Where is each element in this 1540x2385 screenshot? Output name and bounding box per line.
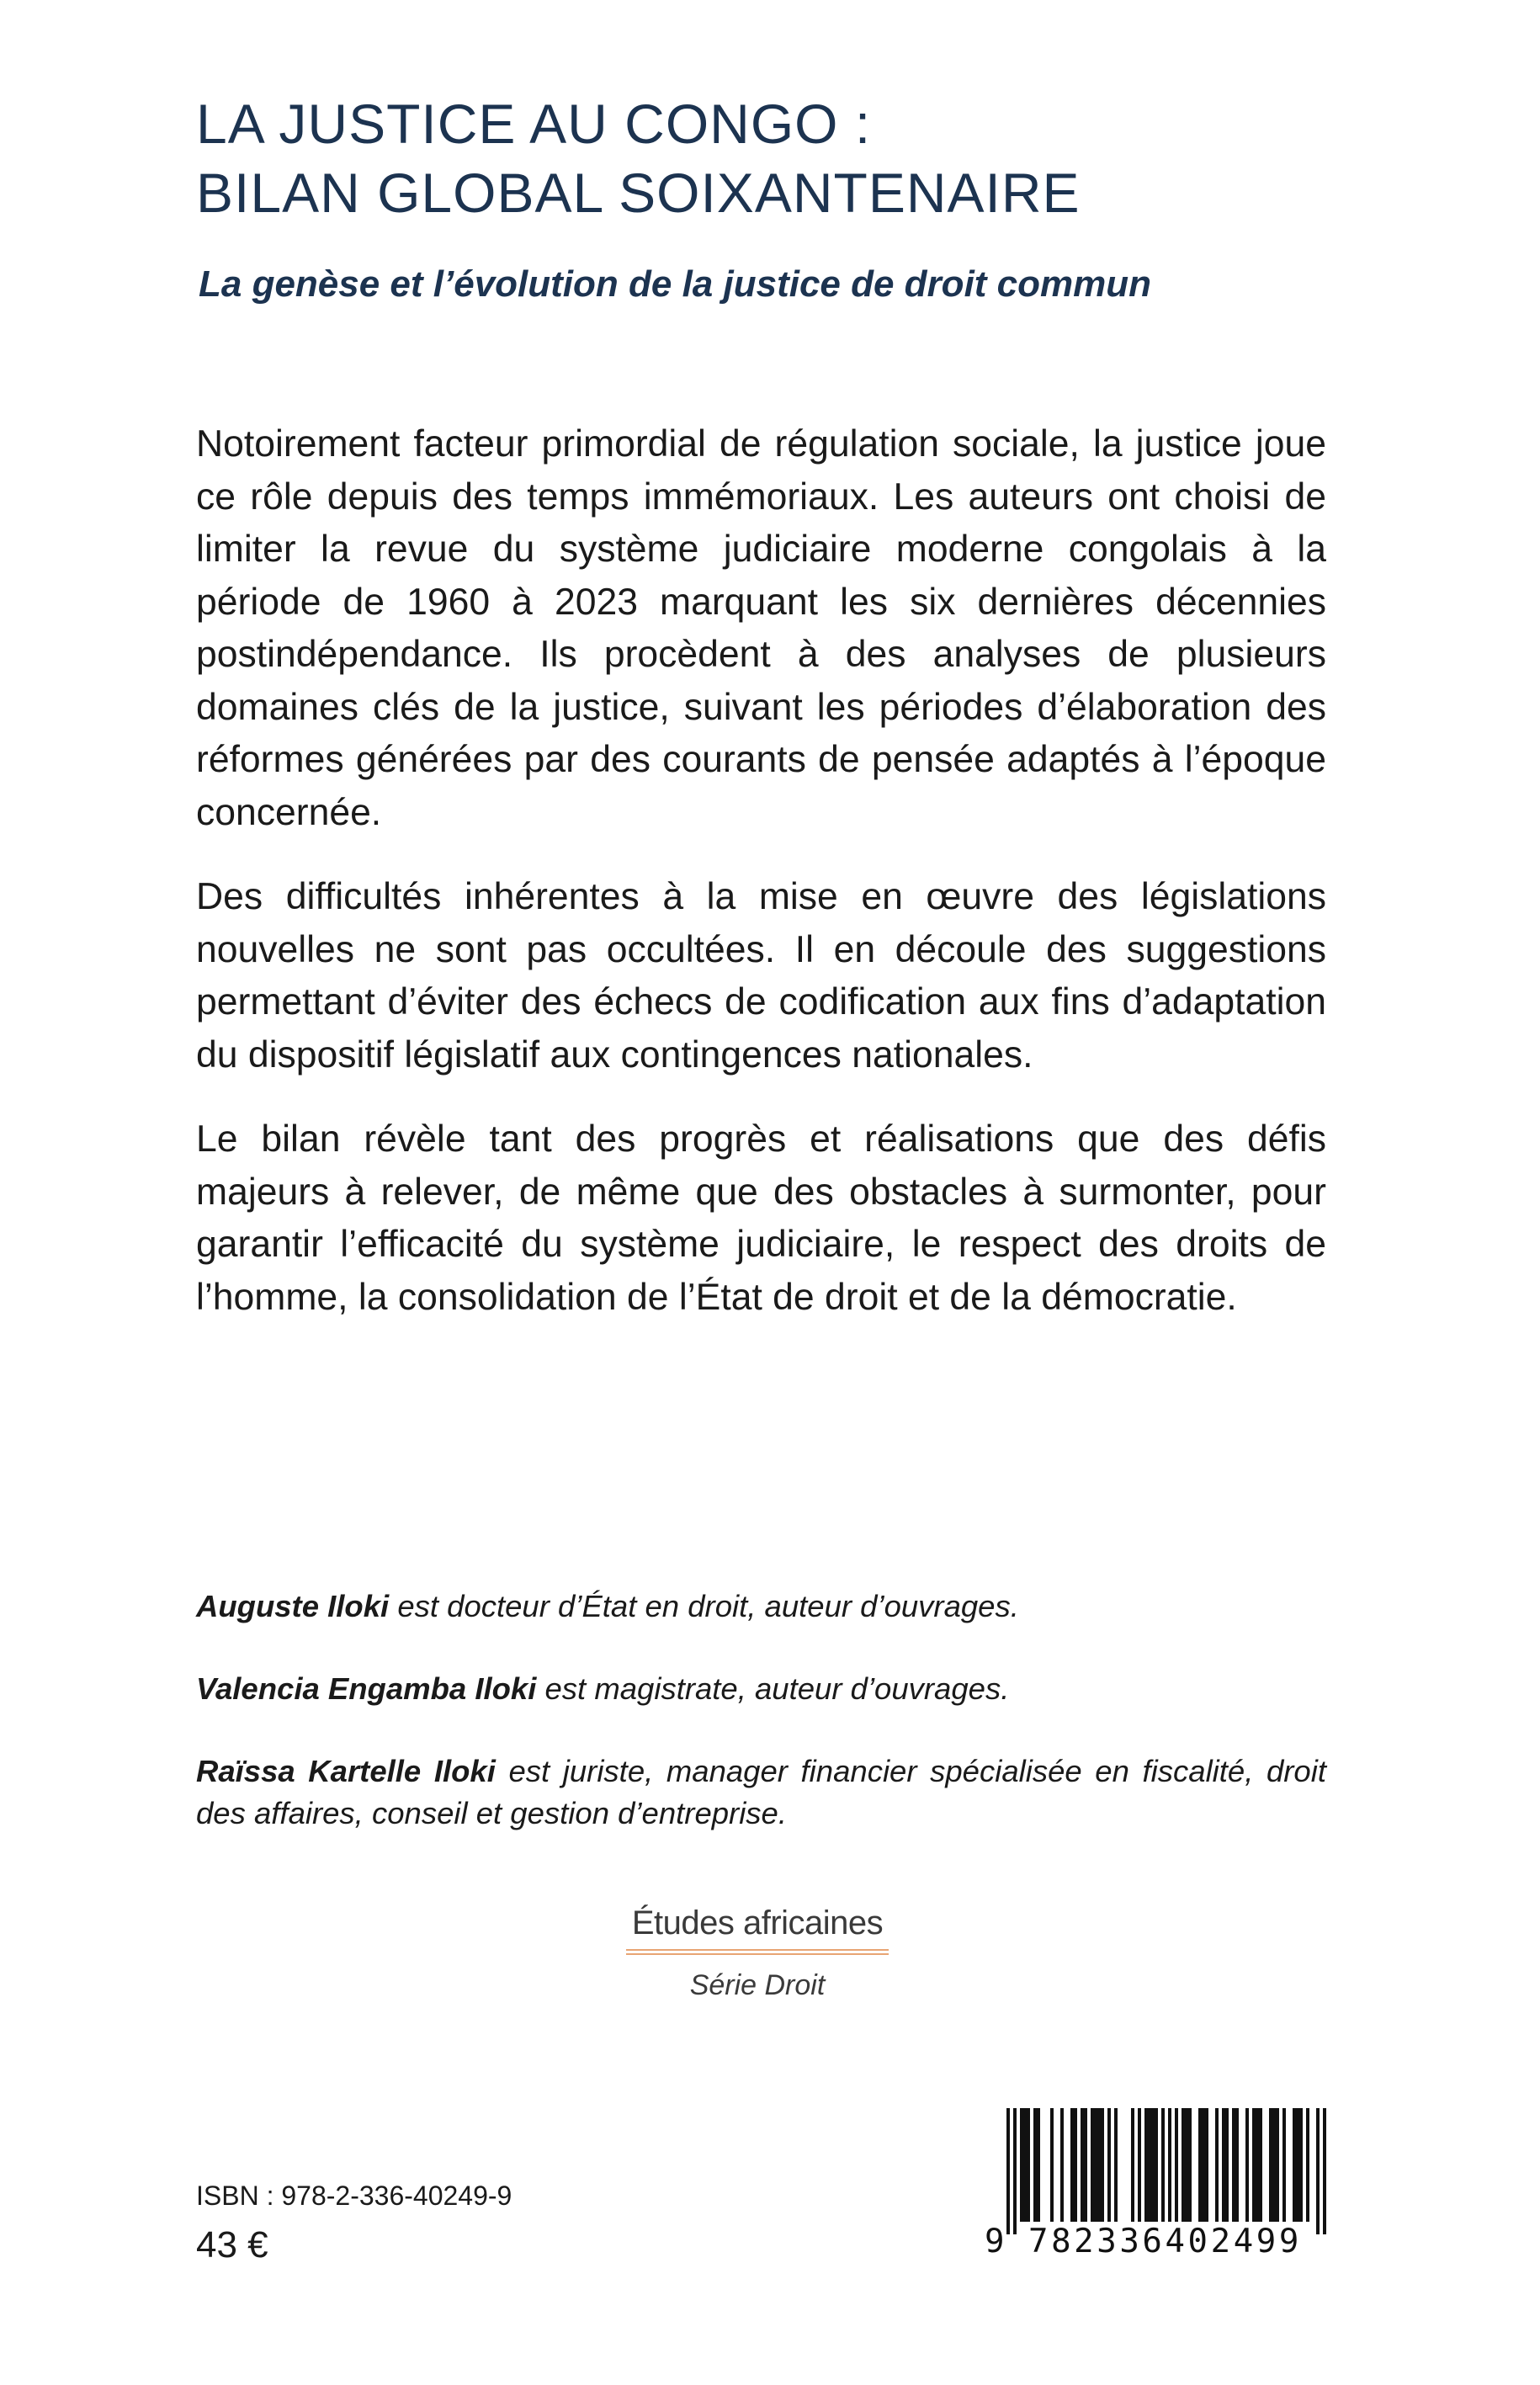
barcode-bar bbox=[1151, 2108, 1155, 2222]
barcode-number: 782336402499 bbox=[1028, 2223, 1302, 2260]
barcode-guard-bar bbox=[1161, 2108, 1165, 2234]
barcode-bar bbox=[1198, 2108, 1202, 2222]
barcode-bar bbox=[1282, 2108, 1286, 2222]
author-bio-3 bbox=[196, 1750, 1326, 1835]
book-title-line-1: LA JUSTICE AU CONGO : bbox=[196, 93, 872, 155]
author-text-3: est juriste, manager financier spécialisée en fiscalité, droit des affaires, conseil et gestion d’entreprise. bbox=[196, 1754, 1326, 1830]
barcode-bar bbox=[1259, 2108, 1262, 2222]
barcode-bar bbox=[1276, 2108, 1279, 2222]
barcode-bar bbox=[1175, 2108, 1178, 2222]
barcode-bar bbox=[1023, 2108, 1027, 2222]
barcode-bar bbox=[1027, 2108, 1030, 2222]
book-title bbox=[196, 89, 1374, 227]
barcode-first-digit: 9 bbox=[985, 2223, 1005, 2260]
barcode-bar bbox=[1202, 2108, 1205, 2222]
author-text-2: est magistrate, auteur d’ouvrages. bbox=[536, 1671, 1010, 1706]
barcode-bar bbox=[1296, 2108, 1299, 2222]
barcode-bar bbox=[1138, 2108, 1141, 2222]
collection-series: Série Droit bbox=[689, 1969, 826, 2001]
barcode-bar bbox=[1091, 2108, 1094, 2222]
barcode-bar bbox=[1252, 2108, 1256, 2222]
barcode-bar bbox=[1232, 2108, 1235, 2222]
blurb-paragraph-3: Le bilan révèle tant des progrès et réalisations que des défis majeurs à relever, de même que des obstacles à surmonter, pour garantir l’efficacité du système judiciaire, le respect des droits de l’homme, la consolidation de l’État de droit et de la démocratie. bbox=[196, 1118, 1326, 1318]
barcode-bar bbox=[1020, 2108, 1023, 2222]
book-subtitle: La genèse et l’évolution de la justice de droit commun bbox=[199, 263, 1152, 305]
barcode-bar bbox=[1269, 2108, 1272, 2222]
barcode-bar bbox=[1205, 2108, 1208, 2222]
author-bios bbox=[196, 1586, 1326, 1875]
barcode-bar bbox=[1131, 2108, 1134, 2222]
price: 43 € bbox=[196, 2224, 268, 2265]
barcode-bar bbox=[1185, 2108, 1188, 2222]
barcode-bar bbox=[1235, 2108, 1239, 2222]
barcode-bar bbox=[1070, 2108, 1074, 2222]
author-bio-2 bbox=[196, 1668, 1326, 1710]
barcode-bar bbox=[1155, 2108, 1158, 2222]
barcode-bar bbox=[1114, 2108, 1118, 2222]
isbn: ISBN : 978-2-336-40249-9 bbox=[196, 2180, 512, 2211]
barcode-bar bbox=[1245, 2108, 1249, 2222]
barcode-bar bbox=[1306, 2108, 1309, 2222]
barcode-bar bbox=[1084, 2108, 1087, 2222]
barcode-bar bbox=[1094, 2108, 1097, 2222]
barcode-bar bbox=[1293, 2108, 1296, 2222]
author-name-1: Auguste Iloki bbox=[196, 1589, 390, 1623]
barcode-bar bbox=[1060, 2108, 1064, 2222]
collection-name: Études africaines bbox=[631, 1904, 884, 1941]
barcode-bar bbox=[1050, 2108, 1054, 2222]
barcode-bar bbox=[1107, 2108, 1111, 2222]
barcode-bar bbox=[1037, 2108, 1040, 2222]
barcode-bar bbox=[1222, 2108, 1225, 2222]
blurb-paragraph-1: Notoirement facteur primordial de régulation sociale, la justice joue ce rôle depuis des temps immémoriaux. Les auteurs ont choisi de limiter la revue du système judiciaire moderne congolais à la période de 1960 à 2023 marquant les six dernières décennies postindépendance. Ils procèdent à des analyses de plusieurs domaines clés de la justice, suivant les périodes d’élaboration des réformes générées par des courants de pensée adaptés à l’époque concernée. bbox=[196, 423, 1326, 833]
barcode-bar bbox=[1272, 2108, 1276, 2222]
barcode-bar bbox=[1215, 2108, 1219, 2222]
barcode-bar bbox=[1256, 2108, 1259, 2222]
barcode-bar bbox=[1225, 2108, 1229, 2222]
barcode-bar bbox=[1148, 2108, 1151, 2222]
barcode-bar bbox=[1033, 2108, 1037, 2222]
barcode-guard-bar bbox=[1316, 2108, 1320, 2234]
barcode-guard-bar bbox=[1013, 2108, 1017, 2234]
barcode-bar bbox=[1097, 2108, 1101, 2222]
barcode-guard-bar bbox=[1168, 2108, 1171, 2234]
barcode-bar bbox=[1101, 2108, 1104, 2222]
author-name-3: Raïssa Kartelle Iloki bbox=[196, 1754, 496, 1788]
barcode-bar bbox=[1081, 2108, 1084, 2222]
blurb-paragraph-2: Des difficultés inhérentes à la mise en œuvre des législations nouvelles ne sont pas occultées. Il en découle des suggestions permettant d’éviter des échecs de codification aux fins d’adaptation du dispositif législatif aux contingences nationales. bbox=[196, 876, 1326, 1076]
author-bio-1 bbox=[196, 1586, 1326, 1628]
blurb bbox=[196, 418, 1326, 1356]
barcode-guard-bar bbox=[1323, 2108, 1326, 2234]
author-text-1: est docteur d’État en droit, auteur d’ouvrages. bbox=[389, 1589, 1019, 1623]
barcode-bar bbox=[1299, 2108, 1303, 2222]
collection-logo bbox=[589, 1902, 926, 2004]
author-name-2: Valencia Engamba Iloki bbox=[196, 1671, 537, 1706]
barcode-bar bbox=[1188, 2108, 1192, 2222]
book-title-line-2: BILAN GLOBAL SOIXANTENAIRE bbox=[196, 162, 1081, 224]
barcode-bar bbox=[1182, 2108, 1185, 2222]
collection-rule bbox=[626, 1949, 889, 1955]
barcode-bar bbox=[1074, 2108, 1077, 2222]
barcode-guard-bar bbox=[1006, 2108, 1010, 2234]
barcode-bar bbox=[1144, 2108, 1148, 2222]
